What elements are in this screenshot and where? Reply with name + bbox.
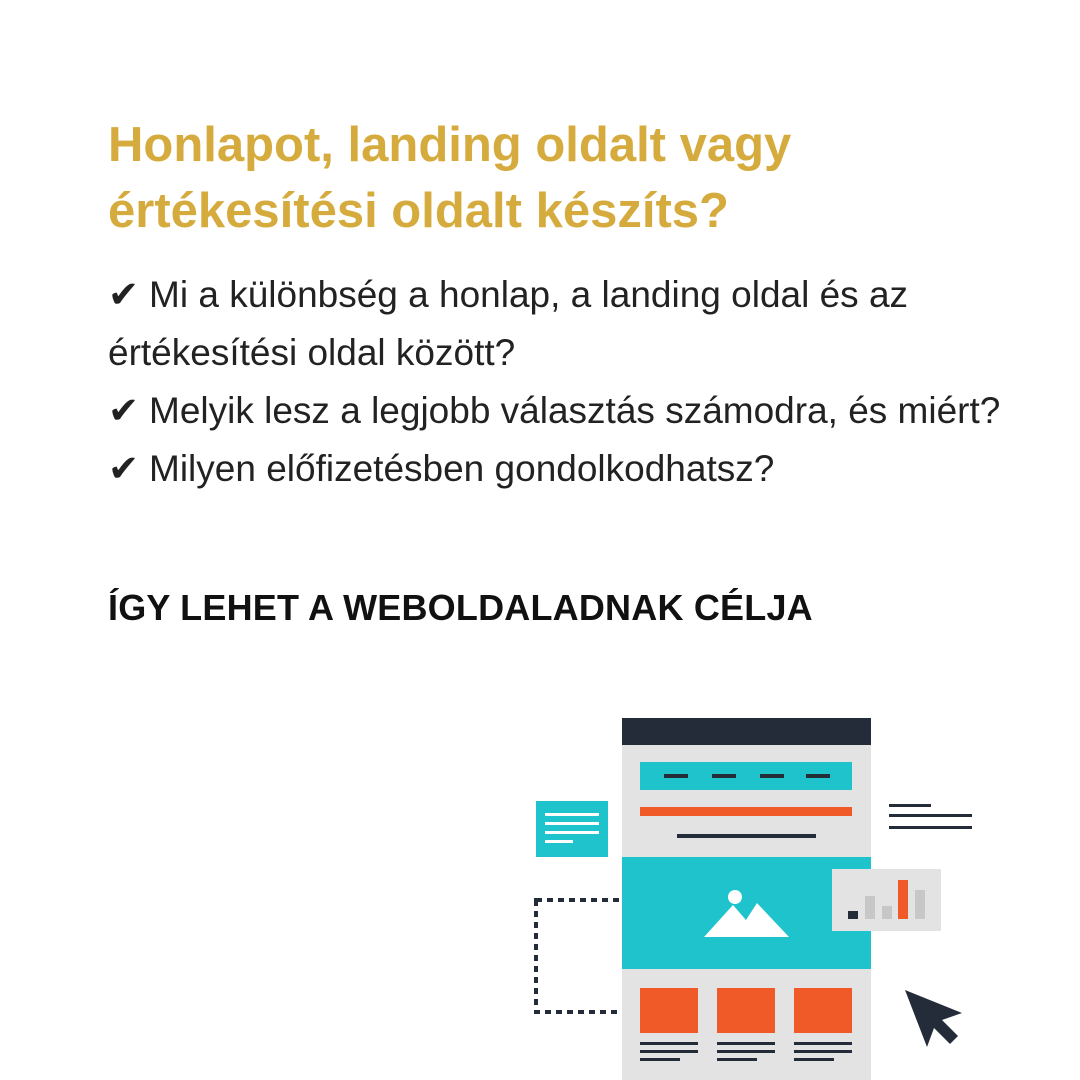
page-title: Honlapot, landing oldalt vagy értékesítési oldalt készíts? (108, 118, 792, 238)
text-lines-icon (889, 804, 972, 829)
check-icon: ✔ (108, 390, 140, 431)
check-icon: ✔ (108, 448, 140, 489)
tagline: ÍGY LEHET A WEBOLDALADNAK CÉLJA (108, 587, 813, 628)
cursor-arrow-icon (905, 990, 962, 1047)
question-list (108, 266, 1008, 498)
list-item (108, 440, 1008, 498)
website-illustration (520, 700, 1000, 1080)
list-item-text: Melyik lesz a legjobb választás számodra, és miért? (149, 390, 1001, 431)
bar-chart-card-icon (832, 869, 941, 931)
check-icon: ✔ (108, 274, 140, 315)
list-item (108, 266, 1008, 382)
list-item (108, 382, 1008, 440)
list-item-text: Milyen előfizetésben gondolkodhatsz? (149, 448, 775, 489)
document-card-icon (536, 801, 608, 857)
list-item-text: Mi a különbség a honlap, a landing oldal és az értékesítési oldal között? (108, 274, 909, 373)
